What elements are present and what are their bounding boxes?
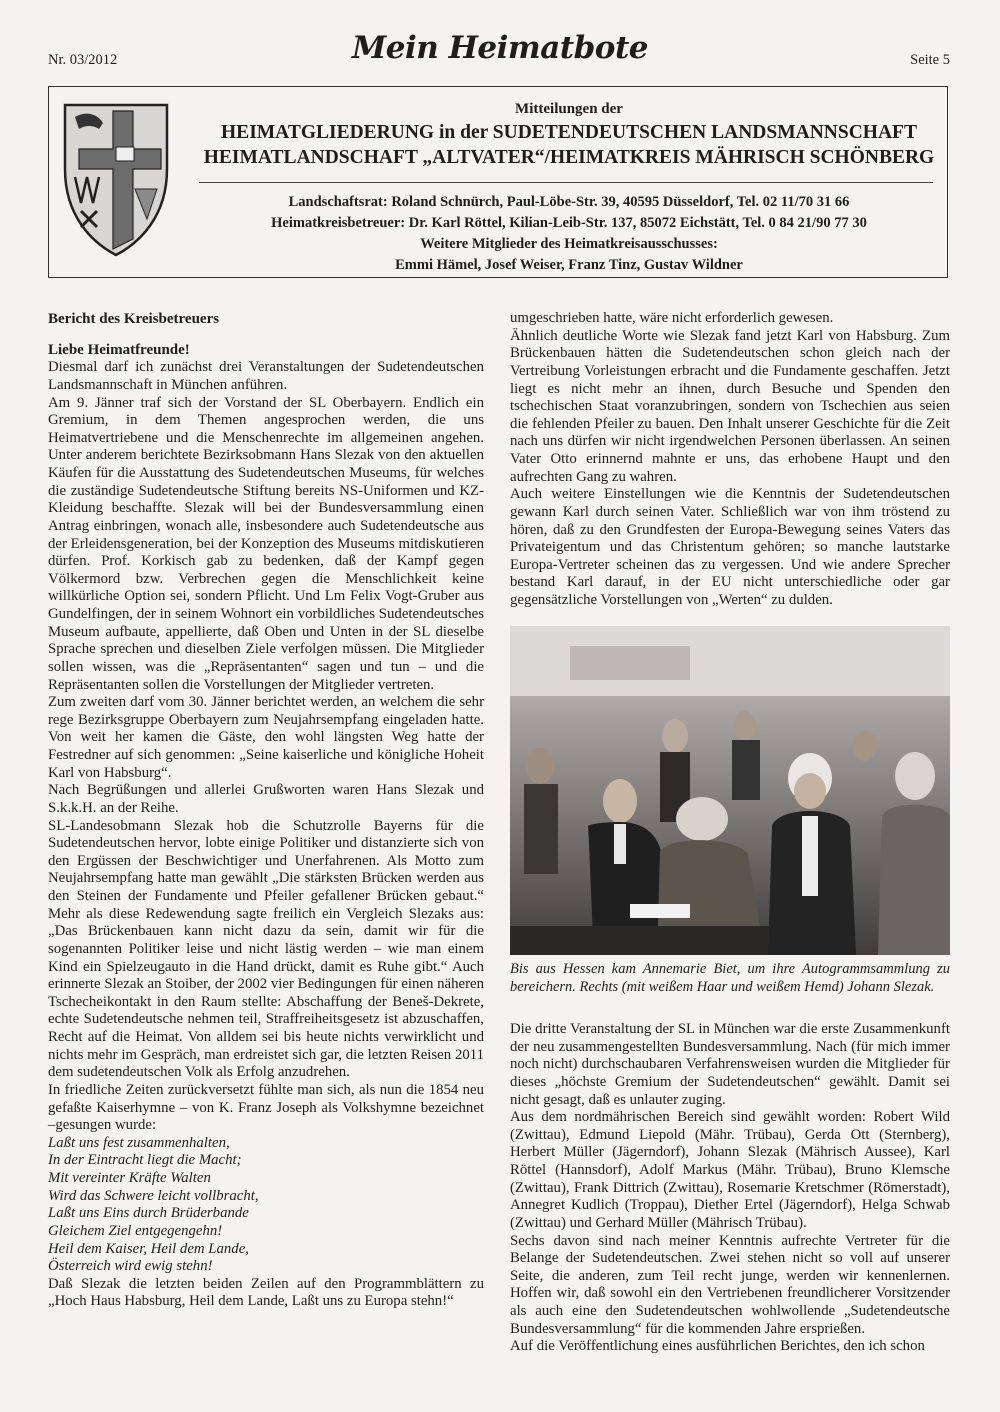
paragraph: Zum zweiten darf vom 30. Jänner berichtet werden, an welchem die sehr rege Bezirksgruppe Oberbayern zum Neujahrsempfang eingeladen hatte. Von weit her kamen die Gäste, den wohl längsten Weg hatte der Festredner auf sich genommen: „Seine kaiserliche und königliche Hoheit Karl von Habsburg“. <box>48 694 484 781</box>
paragraph: umgeschrieben hatte, wäre nicht erforderlich gewesen. <box>510 310 834 326</box>
paragraph: Auf die Veröffentlichung eines ausführlichen Berichtes, den ich schon <box>510 1338 925 1355</box>
paragraph: SL-Landesobmann Slezak hob die Schutzrolle Bayerns für die Sudetendeutschen hervor, lobte einige Politiker und distanzierte sich von den Ergüssen der Beschwichtiger und Unerfahrenen. Als Motto zum Neujahrsempfang hatte man gewählt „Die stärksten Brücken werden aus den Steinen der Fundamente und Pfeiler gefallener Brücken gebaut.“ Mehr als diese Redewendung sagte freilich ein Vergleich Slezaks aus: „Das Brückenbauen kann nicht dazu da sein, damit wir für die sogenannten Politiker leise und nicht lästig werden – wie man einem Kind ein Spielzeugauto in die Hand drückt, damit es Ruhe gibt.“ Auch erinnerte Slezak an Stoiber, der 2002 vier Bedingungen für einen näheren Tschecheikontakt in den Raum stellte: Abschaffung der Beneš-Dekrete, echte Sudetendeutsche nehmen teil, Straffreiheitsgesetz ist abzuschaffen, Recht auf die Heimat. Von alldem sei bis heute nichts verwirklicht und nichts mehr im Gespräch, man erdreistet sich gar, die letzten Reisen 2011 dem sudetendeutschen Volk als Erfolg anzudrehen. <box>48 817 484 1081</box>
photo-caption: Bis aus Hessen kam Annemarie Biet, um ihre Autogrammsammlung zu bereichern. Rechts (mit weißem Haar und weißem Hemd) Johann Slezak. <box>510 961 950 995</box>
committee-label: Weitere Mitglieder des Heimatkreisausschusses: <box>420 236 718 252</box>
page-header <box>0 0 1000 80</box>
paragraph: Diesmal darf ich zunächst drei Veranstaltungen der Sudetendeutschen Landsmannschaft in München anführen. <box>48 359 484 393</box>
paragraph: Daß Slezak die letzten beiden Zeilen auf den Programmblättern zu „Hoch Haus Habsburg, Heil dem Lande, Laßt uns zu Europa stehn!“ <box>48 1275 484 1310</box>
box-divider <box>199 182 933 183</box>
masthead-title: Mein Heimatbote <box>351 30 649 66</box>
paragraph: Ähnlich deutliche Worte wie Slezak fand jetzt Karl von Habsburg. Zum Brückenbauen hätten die Sudetendeutschen schon gleich nach der Vertreibung Vorleistungen erbracht und die Fundamente geschaffen. Jetzt liegt es nicht mehr an ihnen, durch Besuche und Spenden den tschechischen Staat voranzubringen, sondern von Tschechien aus seien die fehlenden Pfeiler zu bauen. Den Inhalt unserer Geschichte für die Zeit nach uns dürfen wir nicht irgendwelchen Personen überlassen. An seinen Vater Otto erinnernd mahnte er uns, das erhobene Haupt und den aufrechten Gang zu wahren. <box>510 327 950 485</box>
issue-number: Nr. 03/2012 <box>48 52 118 68</box>
contact-heimatkreisbetreuer: Heimatkreisbetreuer: Dr. Karl Röttel, Kilian-Leib-Str. 137, 85072 Eichstätt, Tel. 0 84 21/90 77 30 <box>271 215 867 231</box>
box-heading-1: HEIMATGLIEDERUNG in der SUDETENDEUTSCHEN LANDSMANNSCHAFT <box>221 122 917 143</box>
paragraph: Sechs davon sind nach meiner Kenntnis aufrechte Vertreter für die Belange der Sudetendeutschen. Zwei stehen nicht so voll auf unserer Seite, die anderen, zum Teil recht junge, werden wir kennenlernen. Hoffen wir, daß sowohl ein den Vertriebenen freundlicherer Vorsitzender als auch eine den Sudetendeutschen wohlwollende „Sudetendeutsche Bundesversammlung“ für die kommenden Jahre ersprießen. <box>510 1232 950 1337</box>
poem-line: In der Eintracht liegt die Macht; <box>48 1152 242 1169</box>
paragraph: Am 9. Jänner traf sich der Vorstand der SL Oberbayern. Endlich ein Gremium, in dem Themen angesprochen werden, die uns Heimatvertriebene und die Menschenrechte im allgemeinen angehen. Unter anderem berichtete Bezirksobmann Hans Slezak von den aktuellen Käufen für die Ausstattung des Sudetendeutschen Museums, für welches die zuständige Sudetendeutsche Stiftung bereits NS-Uniformen und KZ-Kleidung beschaffte. Slezak will bei der Bundesversammlung einen Antrag einbringen, wonach alle, insbesondere auch Sudetendeutsche aus der Erleidensgeneration, bei der Konzeption des Museums mitdiskutieren dürfen. Prof. Korkisch gab zu bedenken, daß der Kampf gegen Völkermord bzw. Verbrechen gegen die Menschlichkeit keine willkürliche Option sei, sondern Pflicht. Und Lm Felix Vogt-Gruber aus Gundelfingen, der in seinem Wohnort ein vorbildliches Sudetendeutsches Museum aufbaute, appellierte, daß Oben und Unten in der SL dieselbe Sprache sprechen und dieselben Ziele verfolgen müssen. Die Mitglieder sollen wissen, was die „Repräsentanten“ sagen und tun – und die Repräsentanten sollen die Vorstellungen der Mitglieder vertreten. <box>48 394 484 693</box>
organization-box <box>48 86 948 278</box>
article-right-column-bottom <box>510 1021 950 1356</box>
coat-of-arms-icon <box>61 99 171 259</box>
poem-line: Österreich wird ewig stehn! <box>48 1258 213 1275</box>
poem-line: Laßt uns fest zusammenhalten, <box>48 1134 230 1151</box>
poem-line: Mit vereinter Kräfte Walten <box>48 1170 211 1186</box>
page-number: Seite 5 <box>910 52 950 68</box>
poem-line: Wird das Schwere leicht vollbracht, <box>48 1187 259 1204</box>
committee-members: Emmi Hämel, Josef Weiser, Franz Tinz, Gustav Wildner <box>395 257 743 273</box>
paragraph: In friedliche Zeiten zurückversetzt fühlte man sich, als nun die 1854 neu gefaßte Kaiserhymne – von K. Franz Joseph als Volkshymne bezeichnet –gesungen wurde: <box>48 1081 484 1134</box>
paragraph: Auch weitere Einstellungen wie die Kenntnis der Sudetendeutschen gewann Karl durch seinen Vater. Schließlich war von ihm tröstend zu hören, daß zu den Grundfesten der Europa-Bewegung seines Vaters das Privateigentum und das Christentum gehören; so manche lautstarke Europa-Vertreter scheinen das zu vergessen. Und wie andere Sprecher bestand Karl darauf, in der EU nicht unterschiedliche oder gar gegensätzliche Vorstellungen von „Werten“ zu dulden. <box>510 486 950 608</box>
article-right-column-top <box>510 310 950 610</box>
box-intro: Mitteilungen der <box>515 101 623 117</box>
paragraph: Nach Begrüßungen und allerlei Grußworten waren Hans Slezak und S.k.k.H. an der Reihe. <box>48 782 484 816</box>
paragraph: Die dritte Veranstaltung der SL in München war die erste Zusammenkunft der neu zusammengestellten Bundesversammlung. Nach (für mich immer noch nicht) durchschaubaren Verfahrensweisen wurden die Mitglieder für dieses „höchste Gremium der Sudetendeutschen“ gewählt. Damit sei nicht gesagt, daß es unlauter zuging. <box>510 1021 950 1108</box>
article-greeting: Liebe Heimatfreunde! <box>48 341 190 358</box>
poem-line: Heil dem Kaiser, Heil dem Lande, <box>48 1240 249 1257</box>
poem-line: Laßt uns Eins durch Brüderbande <box>48 1205 249 1222</box>
contact-landschaftsrat: Landschaftsrat: Roland Schnürch, Paul-Löbe-Str. 39, 40595 Düsseldorf, Tel. 02 11/70 31 66 <box>288 194 850 210</box>
box-heading-2: HEIMATLANDSCHAFT „ALTVATER“/HEIMATKREIS MÄHRISCH SCHÖNBERG <box>203 147 935 168</box>
article-left-column <box>48 311 484 1311</box>
event-photo <box>510 626 950 955</box>
paragraph: Aus dem nordmährischen Bereich sind gewählt worden: Robert Wild (Zwittau), Edmund Liepold (Mähr. Trübau), Gerda Ott (Sternberg), Herbert Müller (Jägerndorf), Johann Slezak (Mährisch Aussee), Karl Röttel (Hannsdorf), Adolf Markus (Mähr. Trübau), Bruno Klemsche (Zwittau), Frank Dittrich (Zwittau), Rosemarie Kretschmer (Römerstadt), Annegret Kudlich (Troppau), Diether Ertel (Jägerndorf), Helga Schwab (Zwittau) und Gerhard Müller (Mährisch Trübau). <box>510 1109 950 1231</box>
article-title: Bericht des Kreisbetreuers <box>48 311 220 327</box>
poem-line: Gleichem Ziel entgegengehn! <box>48 1222 223 1239</box>
